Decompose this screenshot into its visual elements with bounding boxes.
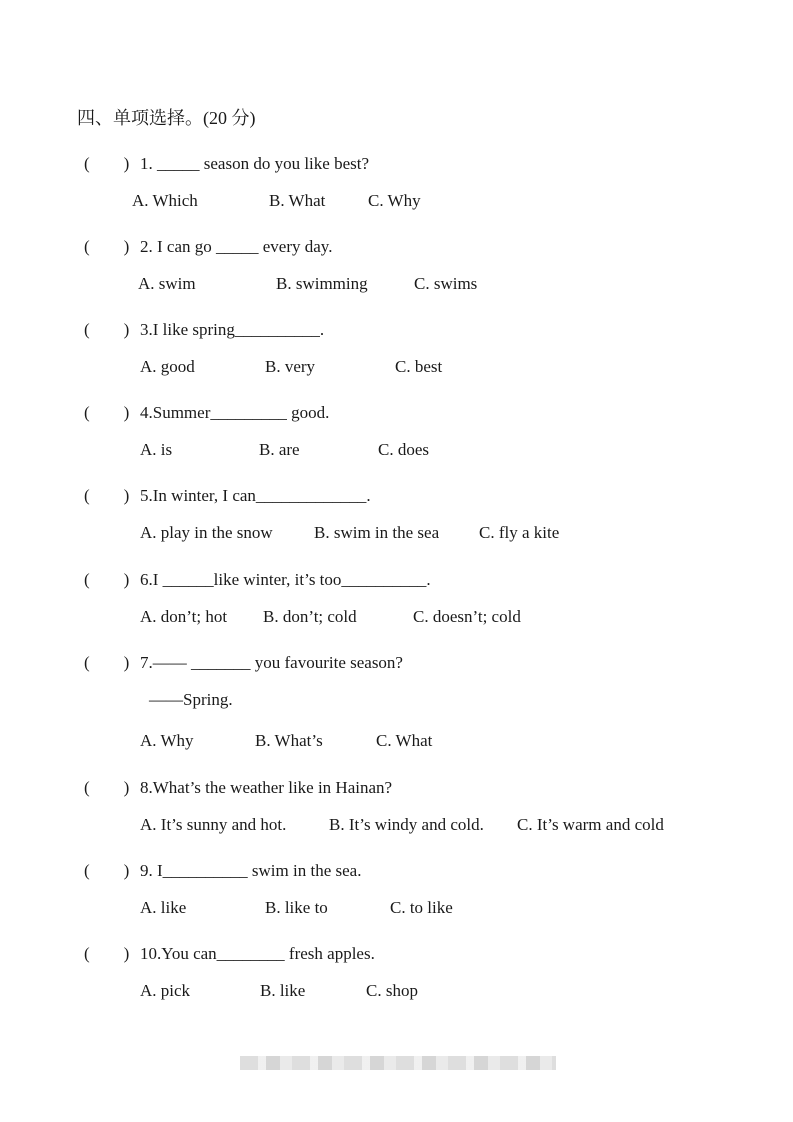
option-b[interactable]: B. What [269, 191, 326, 210]
option-a[interactable]: A. play in the snow [140, 523, 273, 542]
question-text: 3.I like spring__________. [140, 320, 325, 339]
answer-blank[interactable]: ( ) [84, 778, 130, 797]
section-title: 四、单项选择。(20 分) [77, 108, 256, 128]
option-a[interactable]: A. like [140, 898, 187, 917]
question-text: 8.What’s the weather like in Hainan? [140, 778, 393, 797]
question-text: 7.—— _______ you favourite season? [140, 653, 403, 672]
option-c[interactable]: C. It’s warm and cold [517, 815, 664, 834]
question-text: 5.In winter, I can_____________. [140, 486, 371, 505]
question-text: 2. I can go _____ every day. [140, 237, 333, 256]
option-b[interactable]: B. don’t; cold [263, 607, 357, 626]
question-7 [84, 648, 403, 673]
answer-blank[interactable]: ( ) [84, 237, 130, 256]
answer-blank[interactable]: ( ) [84, 653, 130, 672]
option-a[interactable]: A. swim [138, 274, 196, 293]
answer-blank[interactable]: ( ) [84, 486, 130, 505]
option-c[interactable]: C. does [378, 440, 429, 459]
option-a[interactable]: A. pick [140, 981, 191, 1000]
option-a[interactable]: A. good [140, 357, 195, 376]
question-10 [84, 939, 375, 964]
answer-blank[interactable]: ( ) [84, 320, 130, 339]
question-4 [84, 398, 329, 423]
option-c[interactable]: C. fly a kite [479, 523, 560, 542]
question-6 [84, 565, 431, 590]
option-a[interactable]: A. don’t; hot [140, 607, 228, 626]
question-text: 4.Summer_________ good. [140, 403, 330, 422]
question-text: 9. I__________ swim in the sea. [140, 861, 362, 880]
option-c[interactable]: C. to like [390, 898, 453, 917]
answer-blank[interactable]: ( ) [84, 154, 130, 173]
option-b[interactable]: B. are [259, 440, 300, 459]
question-8 [84, 773, 392, 798]
question-3 [84, 315, 324, 340]
option-a[interactable]: A. It’s sunny and hot. [140, 815, 287, 834]
blurred-footer [240, 1056, 556, 1070]
option-b[interactable]: B. very [265, 357, 316, 376]
option-a[interactable]: A. Which [132, 191, 198, 210]
answer-blank[interactable]: ( ) [84, 944, 130, 963]
question-5 [84, 481, 371, 506]
answer-blank[interactable]: ( ) [84, 570, 130, 589]
answer-blank[interactable]: ( ) [84, 861, 130, 880]
option-c[interactable]: C. best [395, 357, 443, 376]
option-c[interactable]: C. What [376, 731, 433, 750]
option-a[interactable]: A. Why [140, 731, 194, 750]
option-b[interactable]: B. like [260, 981, 306, 1000]
option-b[interactable]: B. What’s [255, 731, 323, 750]
option-c[interactable]: C. doesn’t; cold [413, 607, 521, 626]
question-2 [84, 232, 332, 257]
option-b[interactable]: B. It’s windy and cold. [329, 815, 484, 834]
question-text: 1. _____ season do you like best? [140, 154, 369, 173]
question-text: 10.You can________ fresh apples. [140, 944, 375, 963]
question-1 [84, 149, 369, 174]
option-c[interactable]: C. Why [368, 191, 421, 210]
question-text: 6.I ______like winter, it’s too__________. [140, 570, 431, 589]
option-c[interactable]: C. swims [414, 274, 478, 293]
answer-line: ——Spring. [149, 690, 233, 709]
option-a[interactable]: A. is [140, 440, 173, 459]
answer-blank[interactable]: ( ) [84, 403, 130, 422]
option-c[interactable]: C. shop [366, 981, 418, 1000]
question-9 [84, 856, 361, 881]
option-b[interactable]: B. swimming [276, 274, 368, 293]
option-b[interactable]: B. like to [265, 898, 328, 917]
option-b[interactable]: B. swim in the sea [314, 523, 440, 542]
options-10 [0, 981, 418, 1061]
